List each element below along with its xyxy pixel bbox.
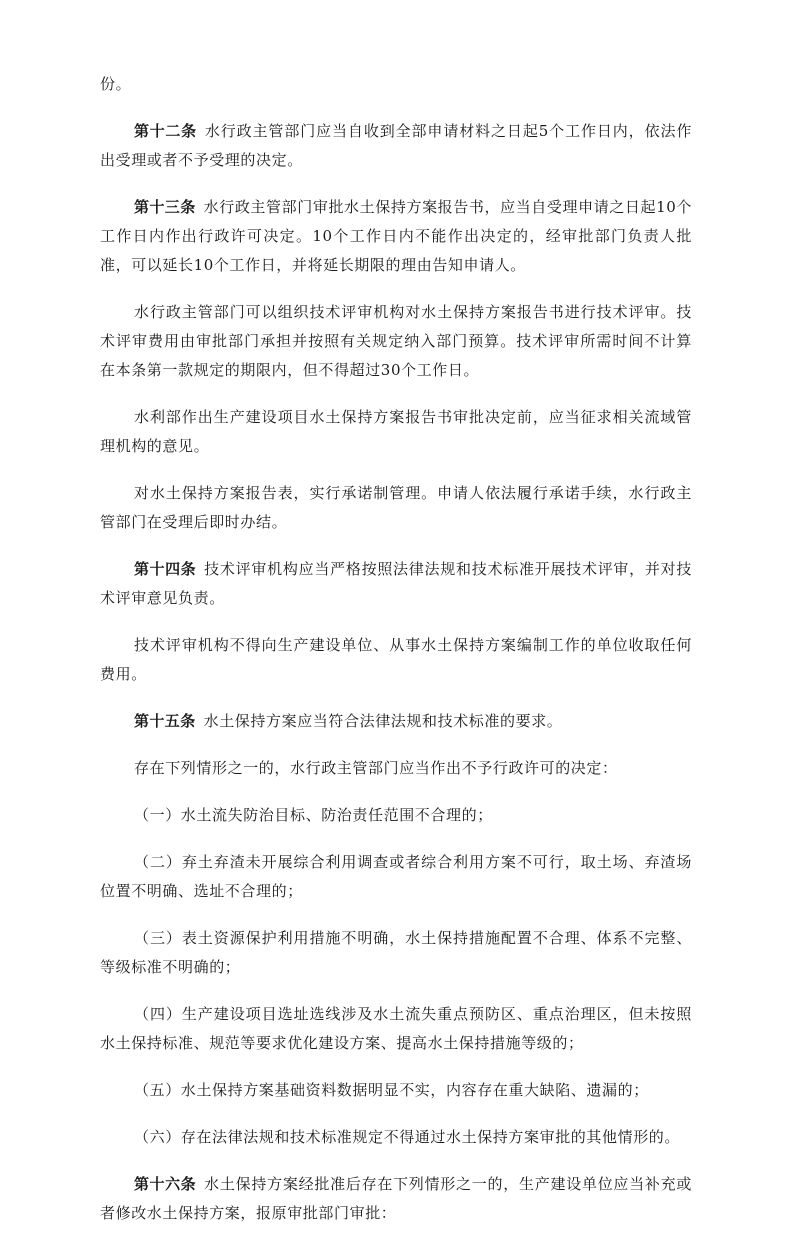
document-page [100,70,692,1246]
article-16 [100,1170,692,1228]
paragraph-text: 水土保持方案应当符合法律法规和技术标准的要求。 [203,712,563,730]
paragraph [100,754,692,783]
paragraph-text: 对水土保持方案报告表，实行承诺制管理。申请人依法履行承诺手续，水行政主管部门在受理后即时办结。 [100,484,692,531]
article-number: 第十三条 [134,198,196,216]
list-item [100,1123,692,1152]
paragraph-text: 水行政主管部门可以组织技术评审机构对水土保持方案报告书进行技术评审。技术评审费用由审批部门承担并按照有关规定纳入部门预算。技术评审所需时间不计算在本条第一款规定的期限内，但不得超过30个工作日。 [100,303,692,379]
paragraph [100,298,692,385]
paragraph [100,403,692,461]
paragraph [100,479,692,537]
article-13 [100,193,692,280]
list-item [100,1000,692,1058]
article-15 [100,707,692,736]
list-item [100,801,692,830]
paragraph-text: 技术评审机构应当严格按照法律法规和技术标准开展技术评审，并对技术评审意见负责。 [100,560,692,607]
paragraph-text: 水行政主管部门应当自收到全部申请材料之日起5个工作日内，依法作出受理或者不予受理的决定。 [100,122,692,169]
list-item [100,1076,692,1105]
paragraph-text: 存在下列情形之一的，水行政主管部门应当作出不予行政许可的决定： [134,759,618,777]
paragraph-text: （二）弃土弃渣未开展综合利用调查或者综合利用方案不可行，取土场、弃渣场位置不明确、选址不合理的； [100,853,692,900]
list-item [100,924,692,982]
paragraph-text: 水土保持方案经批准后存在下列情形之一的，生产建设单位应当补充或者修改水土保持方案，报原审批部门审批： [100,1175,692,1222]
paragraph-text: （三）表土资源保护利用措施不明确，水土保持措施配置不合理、体系不完整、等级标准不明确的； [100,929,692,976]
article-12 [100,117,692,175]
paragraph-text: （四）生产建设项目选址选线涉及水土流失重点预防区、重点治理区，但未按照水土保持标准、规范等要求优化建设方案、提高水土保持措施等级的； [100,1005,692,1052]
article-14 [100,555,692,613]
paragraph-text: （一）水土流失防治目标、防治责任范围不合理的； [134,806,493,824]
article-number: 第十六条 [134,1175,197,1193]
paragraph [100,631,692,689]
article-number: 第十五条 [134,712,196,730]
paragraph-text: （五）水土保持方案基础资料数据明显不实，内容存在重大缺陷、遗漏的； [134,1081,649,1099]
list-item [100,848,692,906]
paragraph-text: 水行政主管部门审批水土保持方案报告书，应当自受理申请之日起10个工作日内作出行政许可决定。10个工作日内不能作出决定的，经审批部门负责人批准，可以延长10个工作日，并将延长期限的理由告知申请人。 [100,198,692,274]
article-number: 第十二条 [134,122,197,140]
paragraph-text: 份。 [100,75,132,93]
paragraph-text: 技术评审机构不得向生产建设单位、从事水土保持方案编制工作的单位收取任何费用。 [100,636,692,683]
paragraph-text: 水利部作出生产建设项目水土保持方案报告书审批决定前，应当征求相关流域管理机构的意见。 [100,408,692,455]
paragraph-text: （六）存在法律法规和技术标准规定不得通过水土保持方案审批的其他情形的。 [134,1128,681,1146]
article-number: 第十四条 [134,560,197,578]
paragraph-continuation [100,70,692,99]
